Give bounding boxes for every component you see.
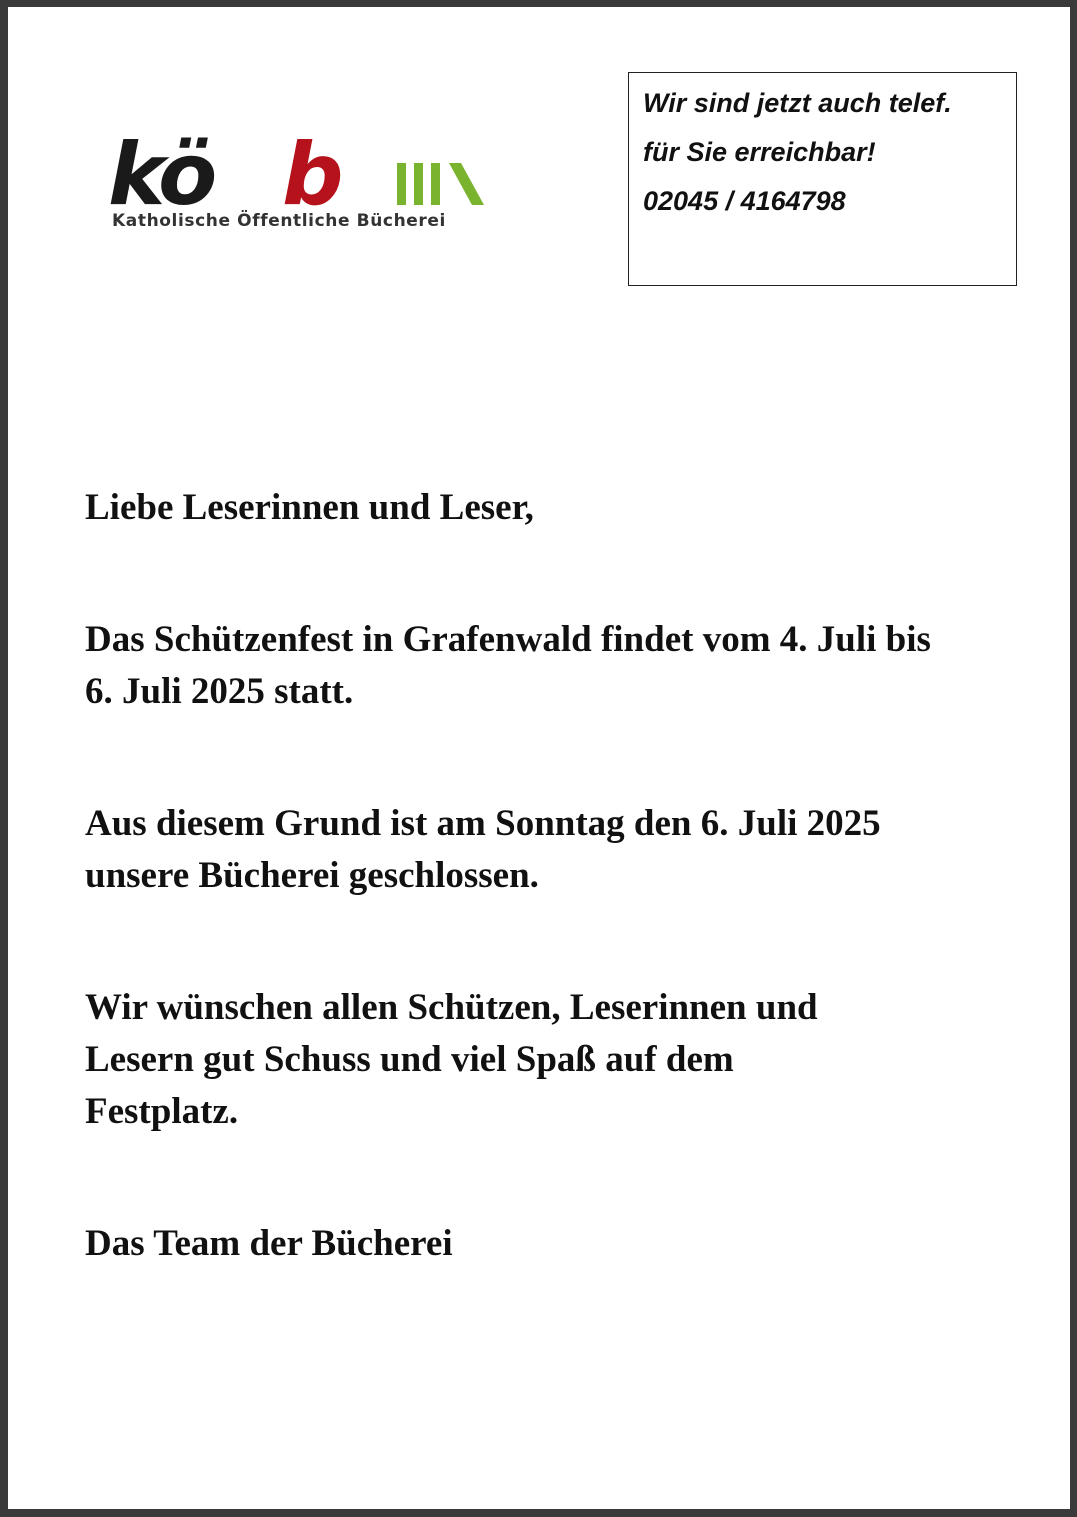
contact-phone-number: 02045 / 4164798	[643, 186, 846, 216]
letter-greeting: Liebe Leserinnen und Leser,	[85, 487, 534, 528]
paragraph-wishes: Wir wünschen allen Schützen, Leserinnen und Lesern gut Schuss und viel Spaß auf dem Festplatz.	[85, 987, 818, 1132]
letter-signature: Das Team der Bücherei	[85, 1223, 453, 1264]
contact-line-1: Wir sind jetzt auch telef.	[643, 88, 952, 118]
koeb-logo	[104, 129, 564, 239]
logo-bars-icon	[397, 163, 484, 205]
logo-wordmark-ko: kö	[108, 129, 214, 225]
logo-subtitle: Katholische Öffentliche Bücherei	[112, 211, 446, 231]
paragraph-library-closed: Aus diesem Grund ist am Sonntag den 6. Juli 2025 unsere Bücherei geschlossen.	[85, 803, 881, 896]
paragraph-schuetzenfest-dates: Das Schützenfest in Grafenwald findet vom 4. Juli bis 6. Juli 2025 statt.	[85, 619, 931, 712]
notice-page	[8, 7, 1070, 1509]
contact-line-2: für Sie erreichbar!	[643, 137, 876, 167]
logo-wordmark-b: b	[282, 129, 344, 225]
letter-body	[85, 482, 985, 1270]
phone-contact-box	[628, 72, 1017, 286]
